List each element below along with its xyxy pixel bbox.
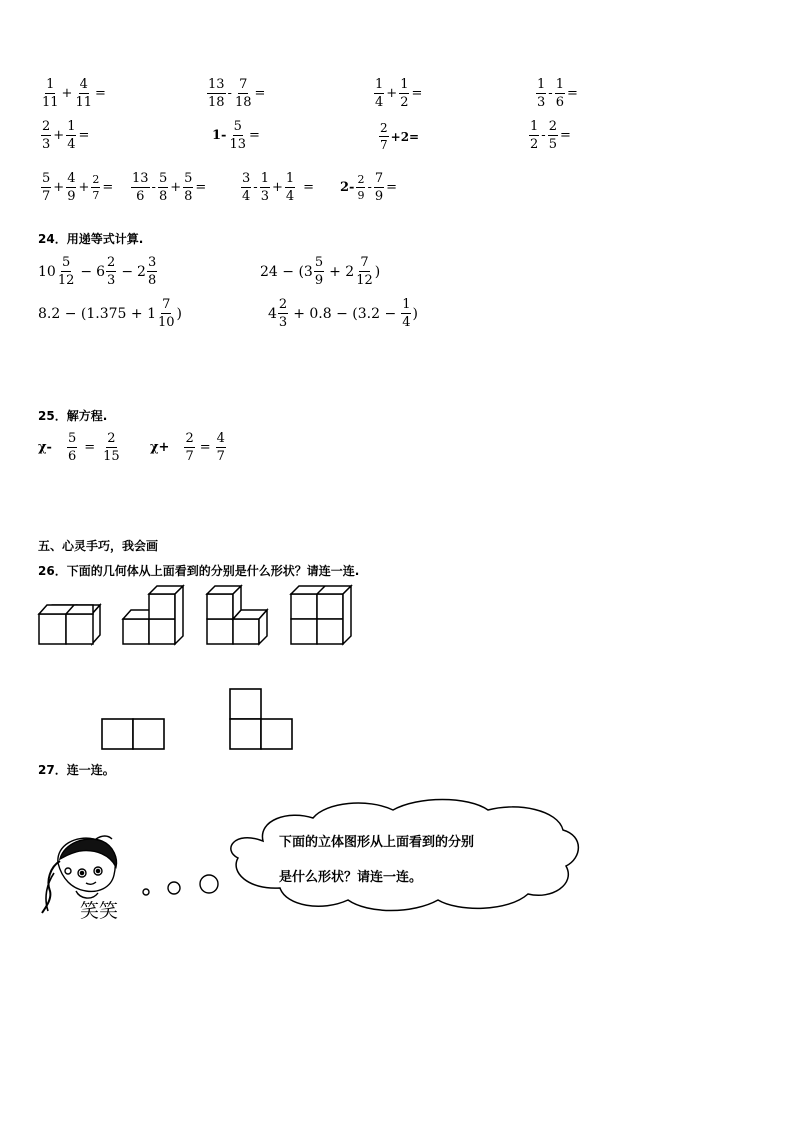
operator: - [548, 86, 553, 101]
numerator: 7 [374, 171, 384, 186]
expr-r1-2 [206, 78, 266, 109]
numerator: 4 [216, 431, 225, 446]
equals-sign: = [95, 86, 106, 101]
equals-sign: = [386, 180, 398, 195]
whole-number: 2 [137, 263, 146, 280]
denominator: 4 [402, 315, 411, 330]
denominator: 4 [375, 95, 384, 110]
numerator: 13 [132, 171, 149, 186]
denominator: 7 [92, 189, 100, 202]
operator: - [151, 180, 156, 195]
expr-r2-2 [211, 120, 261, 151]
expression-text: ) [412, 305, 418, 322]
numerator: 1 [402, 297, 411, 312]
operator: + [53, 180, 65, 195]
equals-sign: = [254, 86, 266, 101]
operator: − [121, 263, 134, 280]
top-view-shapes [95, 685, 300, 755]
denominator: 9 [314, 273, 324, 288]
numerator: 5 [314, 255, 324, 270]
equals-sign: = [78, 128, 90, 143]
expression-text: ) [374, 263, 381, 280]
denominator: 6 [67, 449, 77, 464]
expression-text: 24 − (3 [260, 263, 313, 280]
section-5-title: 五、心灵手巧，我会画 [38, 539, 159, 553]
numerator: 1 [400, 77, 409, 92]
denominator: 7 [42, 189, 51, 204]
numerator: 13 [208, 77, 225, 92]
numerator: 5 [158, 171, 168, 186]
numerator: 3 [147, 255, 157, 270]
solid-figure-4[interactable] [291, 586, 351, 644]
equals-sign: = [195, 180, 207, 195]
numerator: 2 [92, 173, 100, 186]
expr-r1-3 [373, 78, 423, 109]
numerator: 1 [375, 77, 384, 92]
numerator: 5 [67, 431, 77, 446]
operator: - [541, 128, 546, 143]
denominator: 11 [42, 95, 59, 110]
equals-sign: = [84, 440, 96, 455]
denominator: 18 [208, 95, 225, 110]
numerator: 7 [162, 297, 171, 312]
solid-figure-2[interactable] [123, 586, 183, 644]
top-view-two-squares[interactable] [102, 719, 164, 749]
denominator: 2 [530, 137, 539, 152]
cloud-text-line-2: 是什么形状？请连一连。 [279, 870, 423, 885]
cube-figures [30, 580, 360, 650]
denominator: 6 [555, 95, 564, 110]
expression-text: ) [176, 305, 182, 322]
denominator: 13 [229, 137, 246, 152]
equals-sign: = [102, 180, 114, 195]
expr-r2-1 [40, 120, 90, 151]
denominator: 7 [380, 138, 388, 152]
numerator: 2 [278, 297, 288, 312]
numerator: 4 [79, 77, 88, 92]
operator: - [227, 86, 232, 101]
denominator: 4 [242, 189, 251, 204]
cloud-text-line-1: 下面的立体图形从上面看到的分别 [279, 835, 475, 850]
denominator: 3 [278, 315, 288, 330]
operator: + [386, 86, 398, 101]
numerator: 1 [285, 171, 295, 186]
denominator: 15 [103, 449, 120, 464]
denominator: 3 [42, 137, 51, 152]
q24-title: 24．用递等式计算. [38, 232, 144, 246]
numerator: 2 [357, 173, 365, 186]
expr-r3-2 [130, 172, 207, 203]
expression-text: + 2 [329, 263, 355, 280]
numerator: 2 [107, 431, 116, 446]
numerator: 1 [46, 77, 55, 92]
q24-expr-2 [260, 256, 380, 287]
girl-label: 笑笑 [80, 900, 119, 922]
q24-expr-1 [38, 256, 158, 287]
numerator: 3 [242, 171, 251, 186]
numerator: 2 [548, 119, 557, 134]
variable: χ+ [150, 440, 170, 455]
denominator: 4 [67, 137, 76, 152]
q25-equation-1 [38, 432, 122, 463]
equals-sign: = [411, 86, 423, 101]
numerator: 5 [61, 255, 71, 270]
denominator: 7 [185, 449, 194, 464]
denominator: 8 [184, 189, 193, 204]
denominator: 9 [67, 189, 76, 204]
expression-text: + 0.8 − (3.2 − [293, 305, 397, 322]
operator: + [61, 86, 73, 101]
numerator: 2 [107, 255, 116, 270]
solid-figure-3[interactable] [207, 586, 267, 644]
expr-r1-1 [40, 78, 107, 109]
operator: + [78, 180, 90, 195]
denominator: 12 [57, 273, 75, 288]
speech-cloud [218, 796, 584, 916]
numerator: 1 [67, 119, 76, 134]
numerator: 1 [555, 77, 564, 92]
numerator: 5 [233, 119, 242, 134]
denominator: 5 [548, 137, 557, 152]
numerator: 2 [185, 431, 194, 446]
denominator: 2 [400, 95, 409, 110]
denominator: 8 [158, 189, 168, 204]
denominator: 18 [234, 95, 252, 110]
equals-sign: = [199, 440, 211, 455]
denominator: 9 [374, 189, 384, 204]
denominator: 3 [260, 189, 269, 204]
top-view-l-shape[interactable] [230, 689, 292, 749]
numerator: 1 [260, 171, 269, 186]
denominator: 3 [107, 273, 116, 288]
q24-expr-4 [268, 298, 418, 329]
expr-r2-4 [528, 120, 572, 151]
denominator: 8 [147, 273, 157, 288]
numerator: 1 [537, 77, 546, 92]
operator: 2- [340, 180, 355, 195]
whole-number: 10 [38, 263, 56, 280]
numerator: 7 [360, 255, 369, 270]
denominator: 10 [157, 315, 175, 330]
q24-expr-3 [38, 298, 182, 329]
numerator: 5 [184, 171, 193, 186]
thought-bubbles [138, 870, 223, 900]
operator: - [253, 180, 258, 195]
expression-text: 8.2 − (1.375 + 1 [38, 305, 156, 322]
numerator: 7 [239, 77, 248, 92]
numerator: 1 [530, 119, 539, 134]
equals-sign: = [566, 86, 578, 101]
numerator: 4 [67, 171, 76, 186]
equals-sign: = [303, 180, 315, 195]
denominator: 7 [216, 449, 225, 464]
expr-r3-4 [339, 172, 398, 203]
expr-r3-3 [240, 172, 315, 203]
whole-number: 6 [96, 263, 106, 280]
expr-r3-1 [40, 172, 114, 203]
operator: + [271, 180, 283, 195]
whole-number: 4 [268, 305, 277, 322]
operator: 1- [212, 128, 227, 143]
numerator: 2 [42, 119, 51, 134]
numerator: 5 [42, 171, 51, 186]
q25-title: 25．解方程. [38, 409, 108, 423]
q26-title: 26．下面的几何体从上面看到的分别是什么形状？请连一连. [38, 564, 360, 578]
denominator: 9 [357, 189, 365, 202]
expr-r2-3 [378, 122, 420, 151]
q27-title: 27．连一连。 [38, 763, 115, 777]
operator: + [170, 180, 182, 195]
equals-sign: = [559, 128, 571, 143]
expr-r1-4 [535, 78, 579, 109]
operator: + [53, 128, 65, 143]
solid-figure-1[interactable] [39, 605, 100, 644]
numerator: 2 [380, 121, 388, 135]
denominator: 12 [356, 273, 373, 288]
operator: +2= [390, 129, 420, 144]
equals-sign: = [249, 128, 260, 143]
variable: χ- [38, 440, 52, 455]
operator: − [80, 263, 93, 280]
q25-equation-2 [150, 432, 227, 463]
denominator: 3 [537, 95, 546, 110]
denominator: 6 [136, 189, 145, 204]
denominator: 11 [75, 95, 92, 110]
denominator: 4 [285, 189, 295, 204]
operator: - [367, 180, 372, 195]
